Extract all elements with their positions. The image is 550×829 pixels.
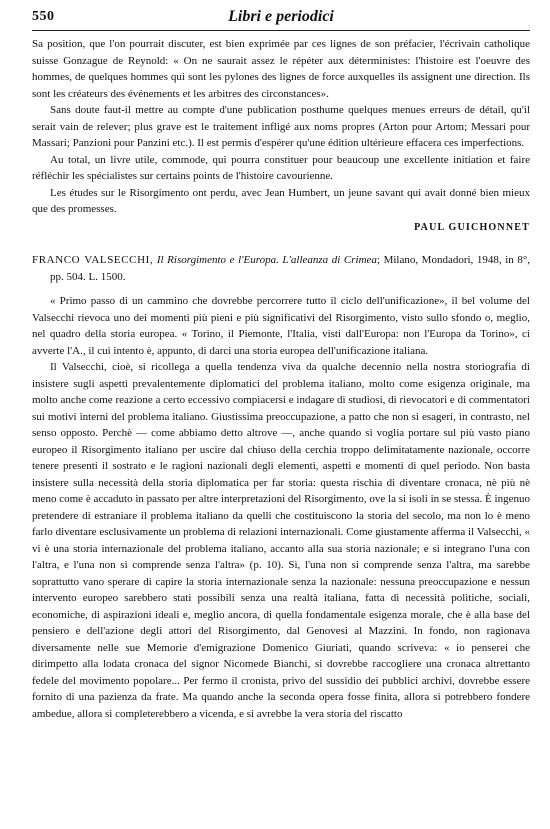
body-text xyxy=(32,36,530,722)
review2-paragraph-1: « Primo passo di un cammino che dovrebbe percorrere tutto il ciclo dell'unificazione», il bel volume del Valsecchi rievoca uno dei momenti più pieni e più significativi del Risorgimento, visto sullo sfondo o, meglio, nel quadro della storia europea. « Torino, il Piemonte, l'Italia, visti dall'Europa: non l'Europa da Torino», ci avverte l'A., il cui intento è, appunto, di darci una storia europea dell'unificazione italiana. xyxy=(32,295,530,357)
review2-paragraph-2: Il Valsecchi, cioè, si ricollega a quella tendenza viva da qualche decennio nella nostra storiografia di insistere sugli aspetti prevalentemente diplomatici del problema italiano, molto come esigenza originale, ma molto anche come reazione a certo eccessivo compiacersi e indagare di studiosi, di rievocatori e di commentatori sui motivi interni del problema italiano. Giustissima preoccupazione, a patto che non si esageri, in contrasto, nel senso opposto. Perchè — come abbiamo detto altrove —, anche quando si voglia portare sul più vasto piano europeo il Risorgimento italiano per uscire dal chiuso della cerchia troppo delimitatamente nazionale, occorre tenere presenti il sostrato e le ragioni nazionali degli elementi, aspetti e momenti di quel periodo. Non basta insistere sulla necessità della storia diplomatica per far storia: questa rischia di diventare cronaca, nè più nè meno come è accaduto in passato per altre interpretazioni del Risorgimento, ove la si isoli in se stessa. È ingenuo pretendere di estraniare il problema italiano da quelli che costituiscono la storia del secolo, ma non lo è meno farlo diventare esclusivamente un problema di relazioni internazionali. Come giustamente afferma il Valsecchi, « vi è una storia internazionale del problema italiano, accanto alla sua storia nazionale; e si integrano l'una con l'altra, e l'una non si comprende senza l'altra» (p. 10). Sì, l'una non si comprende senza l'altra, ma sarebbe soprattutto vano sperare di capire la storia internazionale senza la nazionale: nessuna preoccupazione e nessun intervento europeo sarebbero stati possibili senza una realtà italiana, fatta di necessità politiche, sociali, economiche, di aspirazioni ideali e, meglio ancora, di quella fondamentale esigenza morale, che è alla base del pensiero e dell'azione degli attori del Risorgimento, dal Genovesi al Mazzini. In fondo, non ragionava diversamente nelle sue Memorie d'emigrazione Domenico Giuriati, quando scriveva: « io pensereі che dirimpetto alla lodata cronaca del signor Nicomede Bianchi, si dovrebbe raccogliere una cronaca altrettanto fedele del movimento popolare... Per fermo il cronista, privo del sussidio dei pubblici archivi, dovrebbe essere fornito di una pazienza da frate. Ma quando anche la seconda opera fosse finita, allora si potrebbero fondere ambedue, allora si completerebbero a vicenda, e si avrebbe la vera storia del riscatto xyxy=(32,361,530,720)
review1-paragraph-2: Sans doute faut-il mettre au compte d'une publication posthume quelques menues erreurs de détail, qu'il serait vain de relever; plus grave est le traitement infligé aux noms propres (Arton pour Artom; Messari pour Massari; Panzioni pour Panzini etc.). Il est permis d'espérer qu'une édition ultérieure effacera ces imperfections. xyxy=(32,104,530,149)
review1-paragraph-1: Sa position, que l'on pourrait discuter, est bien exprimée par ces lignes de son préfacier, l'écrivain catholique suisse Gonzague de Reynold: « On ne saurait assez le répéter aux déterministes: l'histoire est l'oeuvre des hommes, de quelques hommes qui sont les pylones des lignes de force auxquelles ils assignent une direction. Ils sont les créateurs des événements et les arbitres des circonstances». xyxy=(32,38,530,100)
review1-paragraph-4: Les études sur le Risorgimento ont perdu, avec Jean Humbert, un jeune savant qui avait donné bien mieux que des promesses. xyxy=(32,186,530,215)
page-number: 550 xyxy=(32,9,55,24)
review2-title: Il Risorgimento e l'Europa. L'alleanza di Crimea xyxy=(156,254,377,266)
review1-paragraph-3: Au total, un livre utile, commode, qui pourra constituer pour beaucoup une excellente initiation et faire réfléchir les spécialistes sur certains points de l'histoire cavourienne. xyxy=(32,153,530,182)
review2-reference xyxy=(32,252,530,285)
review2-author: FRANCO VALSECCHI, xyxy=(32,254,154,266)
running-header xyxy=(32,6,530,31)
review1-signature: PAUL GUICHONNET xyxy=(414,221,530,233)
running-title: Libri e periodici xyxy=(228,8,334,25)
review2-imprint: ; Milano, Mondadori, 1948, in 8°, pp. 504. L. 1500. xyxy=(50,254,531,283)
